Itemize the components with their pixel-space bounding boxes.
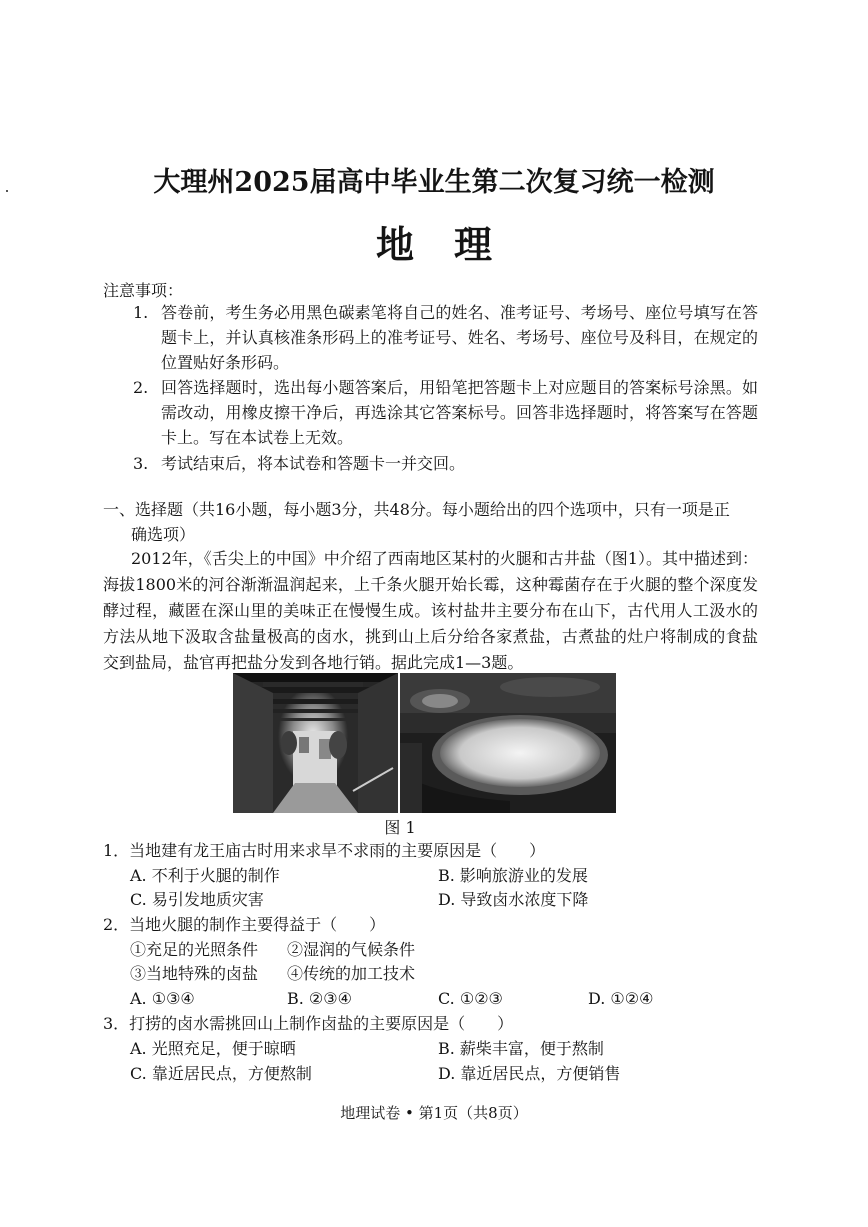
- exam-title: 大理州2025届高中毕业生第二次复习统一检测: [153, 167, 715, 198]
- page-footer: 地理试卷 • 第1页（共8页）: [340, 1104, 528, 1122]
- question-1-stem: 1．当地建有龙王庙古时用来求旱不求雨的主要原因是（ ）: [103, 841, 546, 860]
- notice-item-text: 回答选择题时，选出每小题答案后，用铅笔把答题卡上对应题目的答案标号涂黑。如需改动，用橡皮擦干净后，再选涂其它答案标号。回答非选择题时，将答案写在答题卡上。写在本试卷上无效。: [161, 378, 758, 447]
- q3-option-a: A. 光照充足，便于晾晒: [130, 1039, 296, 1058]
- notice-item-text: 考试结束后，将本试卷和答题卡一并交回。: [161, 454, 466, 473]
- q1-option-a: A. 不利于火腿的制作: [130, 866, 280, 885]
- ham-cellar-photo: [233, 673, 398, 813]
- q2-option-d: D. ①②④: [588, 989, 654, 1008]
- notice-item-3: [133, 451, 758, 476]
- notice-item-1: [133, 300, 758, 375]
- q2-option-b: B. ②③④: [287, 989, 352, 1008]
- q3-option-c: C. 靠近居民点，方便熬制: [130, 1064, 312, 1083]
- notice-item-number: 2.: [133, 378, 149, 397]
- section-heading-line2: 确选项）: [131, 525, 196, 544]
- q3-option-b: B. 薪柴丰富，便于熬制: [438, 1039, 604, 1058]
- question-3-stem: 3．打捞的卤水需挑回山上制作卤盐的主要原因是（ ）: [103, 1014, 514, 1033]
- notice-item-2: [133, 375, 758, 450]
- notice-item-text: 答卷前，考生务必用黑色碳素笔将自己的姓名、准考证号、考场号、座位号填写在答题卡上，并认真核准条形码上的准考证号、姓名、考场号、座位号及科目，在规定的位置贴好条形码。: [161, 303, 758, 372]
- notice-item-number: 3.: [133, 454, 149, 473]
- q1-option-b: B. 影响旅游业的发展: [438, 866, 588, 885]
- q2-option-a: A. ①③④: [130, 989, 195, 1008]
- q2-item-2: ②湿润的气候条件: [287, 940, 416, 959]
- q2-item-3: ③当地特殊的卤盐: [130, 964, 259, 983]
- q2-option-c: C. ①②③: [438, 989, 503, 1008]
- notice-item-number: 1.: [133, 303, 149, 322]
- figure-caption: 图 1: [384, 818, 416, 837]
- notice-heading: 注意事项：: [103, 281, 184, 300]
- q3-option-d: D. 靠近居民点，方便销售: [438, 1064, 621, 1083]
- question-2-stem: 2．当地火腿的制作主要得益于（ ）: [103, 915, 386, 934]
- q2-item-1: ①充足的光照条件: [130, 940, 259, 959]
- brine-boiling-pan-photo: [400, 673, 616, 813]
- reading-passage: 2012年，《舌尖上的中国》中介绍了西南地区某村的火腿和古井盐（图1）。其中描述到：海拔1800米的河谷渐渐温润起来，上千条火腿开始长霉，这种霉菌存在于火腿的整个深度发酵过程，藏匿在深山里的美味正在慢慢生成。该村盐井主要分布在山下，古代用人工汲水的方法从地下汲取含盐量极高的卤水，挑到山上后分给各家煮盐，古煮盐的灶户将制成的食盐交到盐局，盐官再把盐分发到各地行销。据此完成1—3题。: [103, 549, 758, 672]
- q1-option-c: C. 易引发地质灾害: [130, 890, 264, 909]
- subject-title: 地理: [375, 222, 532, 267]
- figure-1: [233, 673, 616, 813]
- section-heading-line1: 一、选择题（共16小题，每小题3分，共48分。每小题给出的四个选项中，只有一项是正: [103, 500, 730, 519]
- section-heading: [103, 497, 758, 547]
- q2-item-4: ④传统的加工技术: [287, 964, 416, 983]
- q1-option-d: D. 导致卤水浓度下降: [438, 890, 589, 909]
